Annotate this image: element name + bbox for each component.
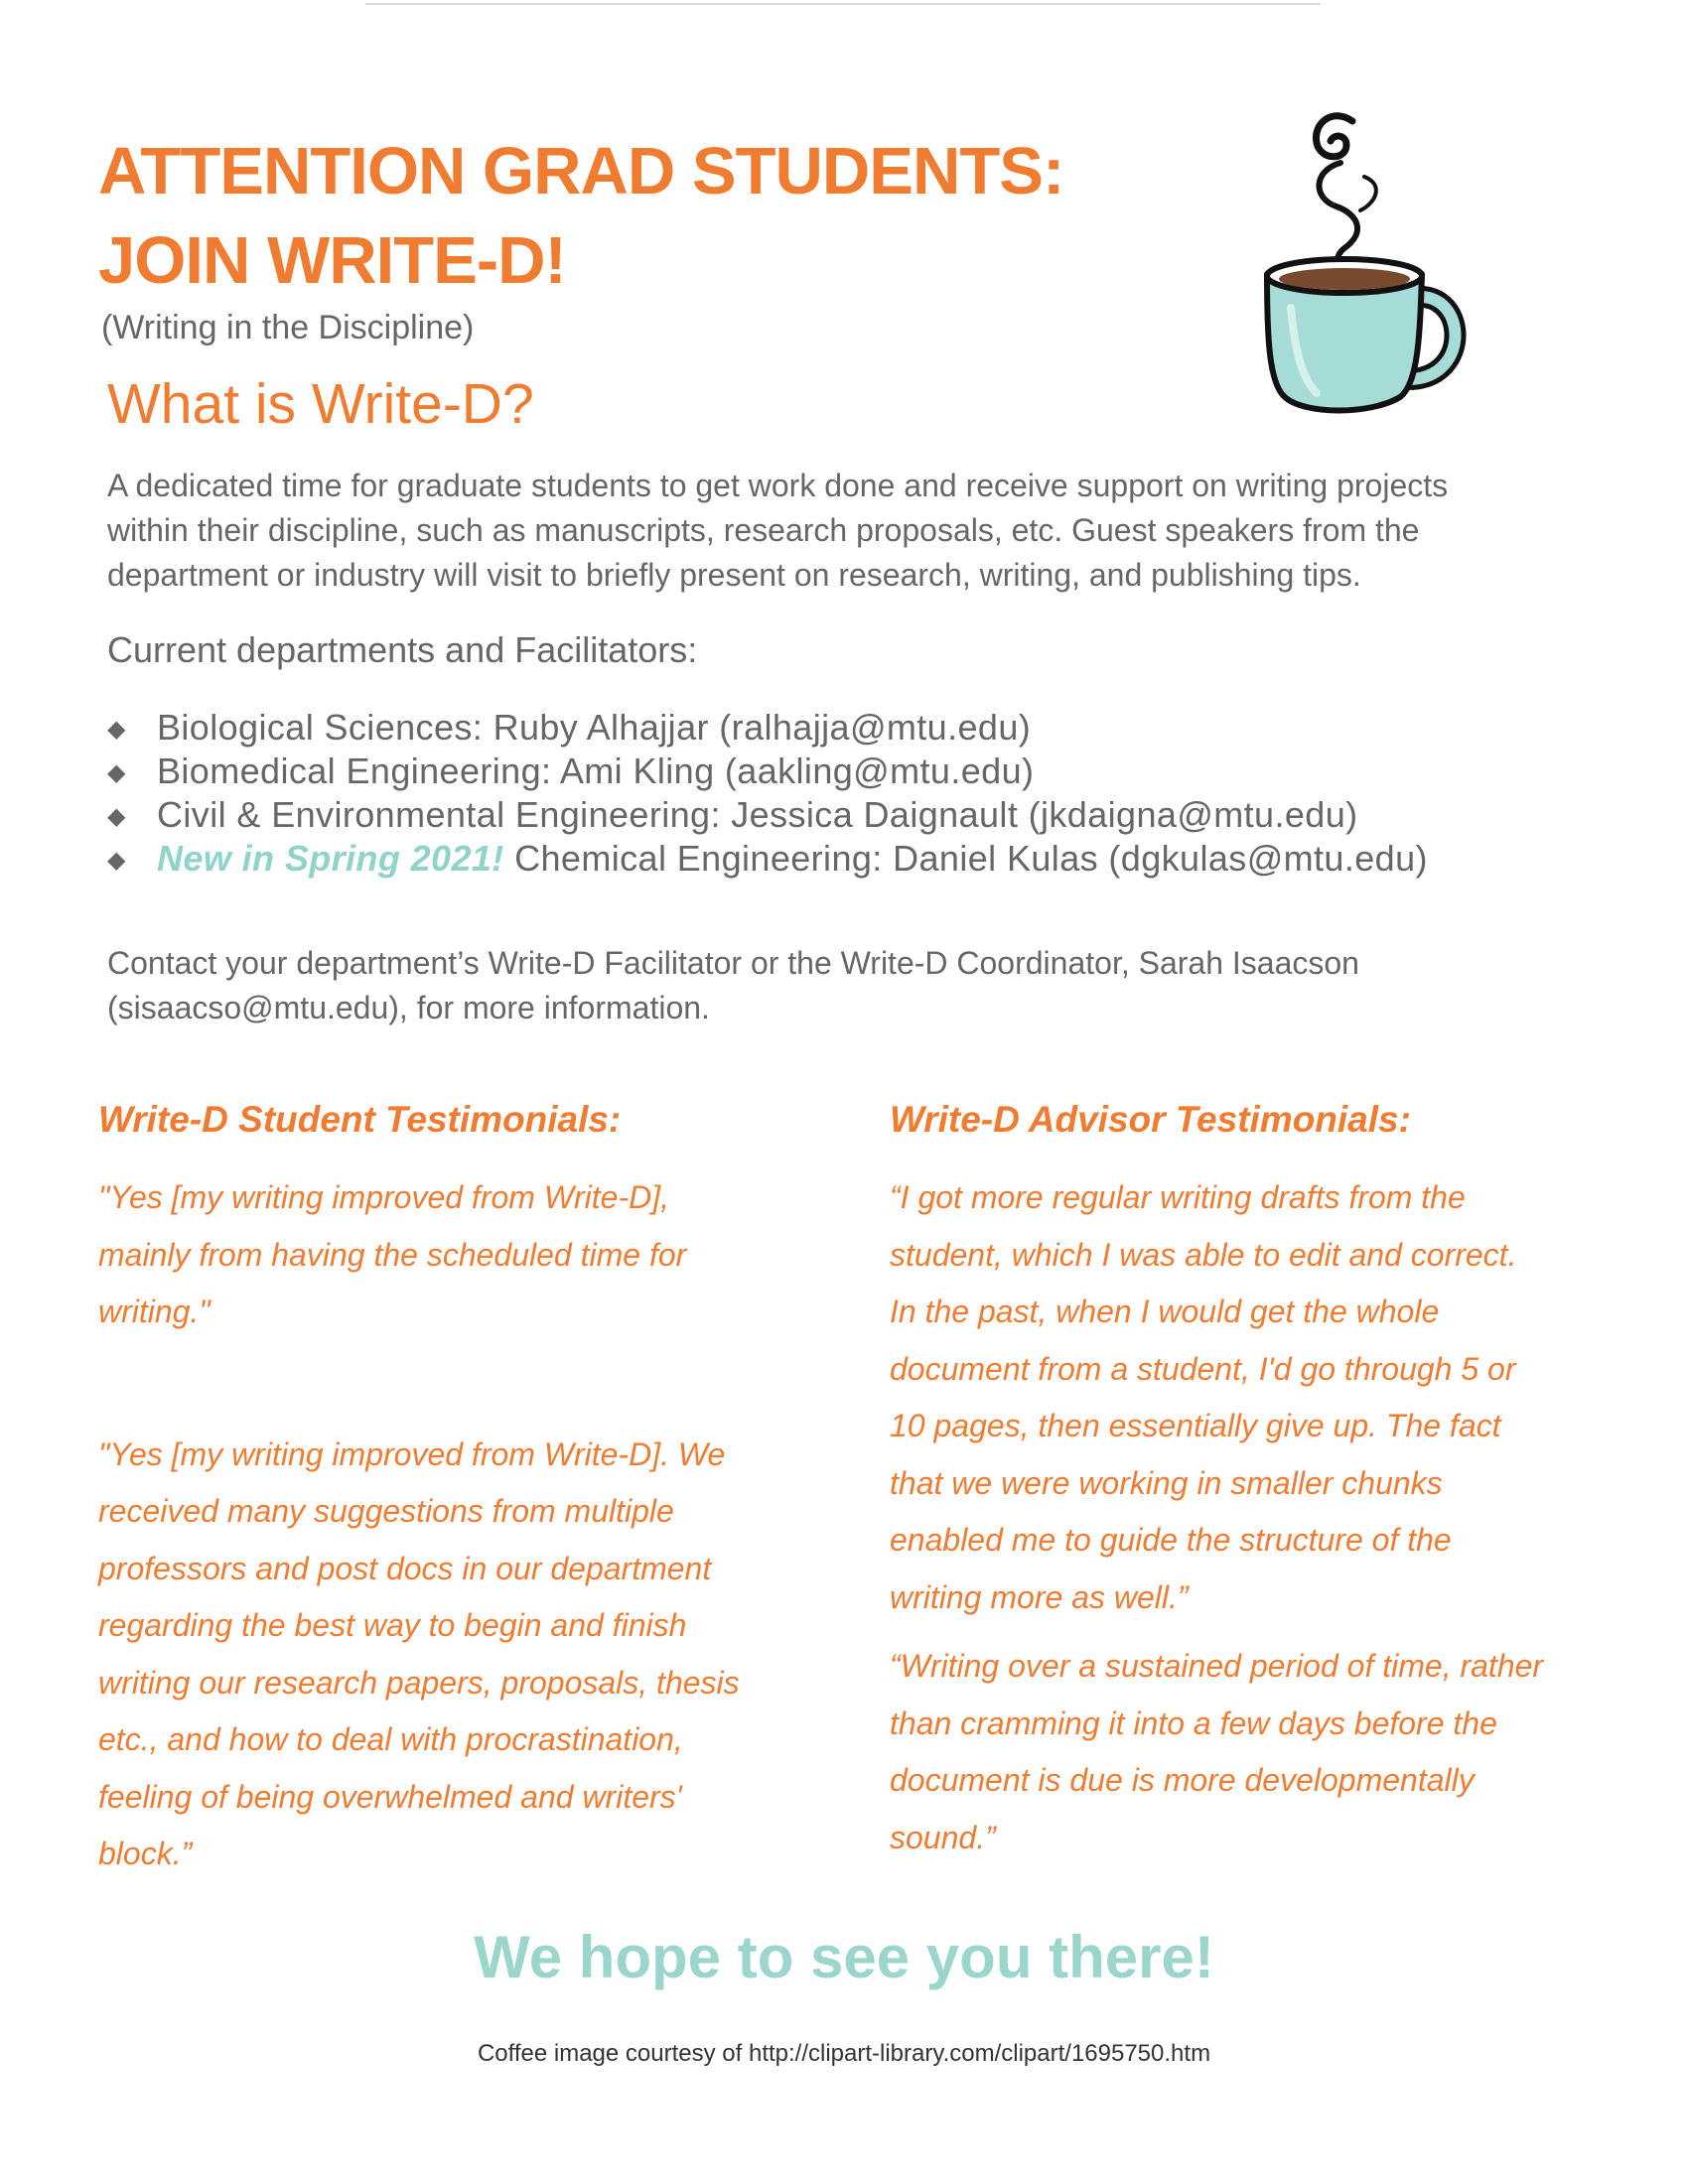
- title-line-1: ATTENTION GRAD STUDENTS:: [98, 134, 1064, 208]
- departments-list: [107, 707, 1428, 882]
- quote-line: enabled me to guide the structure of the: [890, 1522, 1452, 1558]
- diamond-bullet-icon: ◆: [107, 716, 126, 743]
- advisor-testimonials: [890, 1094, 1605, 1866]
- quote-line: sound.”: [890, 1819, 996, 1855]
- quote-line: feeling of being overwhelmed and writers': [98, 1778, 682, 1815]
- student-quote-1: [98, 1169, 793, 1341]
- quote-line: "Yes [my writing improved from Write-D]. We: [98, 1435, 726, 1472]
- subtitle: (Writing in the Discipline): [101, 309, 475, 346]
- diamond-bullet-icon: ◆: [107, 847, 126, 874]
- contact-info: [107, 941, 1577, 1030]
- quote-line: professors and post docs in our department: [98, 1550, 712, 1586]
- student-quote-2: [98, 1427, 793, 1883]
- diamond-bullet-icon: ◆: [107, 759, 126, 786]
- quote-line: In the past, when I would get the whole: [890, 1294, 1440, 1329]
- contact-line: (sisaacso@mtu.edu), for more information.: [107, 990, 710, 1025]
- quote-line: writing our research papers, proposals, thesis: [98, 1664, 740, 1701]
- quote-line: “I got more regular writing drafts from the: [890, 1179, 1466, 1215]
- quote-line: document is due is more developmentally: [890, 1762, 1475, 1798]
- quote-line: document from a student, I'd go through 5 or: [890, 1350, 1516, 1387]
- quote-line: than cramming it into a few days before the: [890, 1705, 1497, 1741]
- quote-line: etc., and how to deal with procrastination,: [98, 1721, 683, 1757]
- quote-line: 10 pages, then essentially give up. The fact: [890, 1408, 1501, 1443]
- quote-line: writing more as well.”: [890, 1578, 1189, 1615]
- page-title: [98, 127, 1063, 306]
- departments-heading: Current departments and Facilitators:: [107, 629, 698, 670]
- department-item: [107, 794, 1428, 838]
- intro-line: department or industry will visit to briefly present on research, writing, and publishing tips.: [107, 557, 1361, 593]
- quote-line: block.”: [98, 1836, 193, 1871]
- intro-line: A dedicated time for graduate students to get work done and receive support on writing projects: [107, 468, 1449, 503]
- title-line-2: JOIN WRITE-D!: [98, 223, 566, 298]
- what-is-heading: What is Write-D?: [107, 372, 534, 436]
- department-item: [107, 751, 1428, 794]
- department-text: Civil & Environmental Engineering: Jessica Daignault (jkdaigna@mtu.edu): [157, 794, 1358, 835]
- quote-line: student, which I was able to edit and correct.: [890, 1236, 1517, 1273]
- quote-line: regarding the best way to begin and finish: [98, 1607, 687, 1643]
- student-testimonials-heading: Write-D Student Testimonials:: [98, 1099, 622, 1140]
- quote-line: “Writing over a sustained period of time, rather: [890, 1648, 1544, 1684]
- department-text: Chemical Engineering: Daniel Kulas (dgkulas@mtu.edu): [503, 838, 1428, 879]
- department-text: Biological Sciences: Ruby Alhajjar (ralhajja@mtu.edu): [157, 707, 1032, 748]
- department-item: [107, 838, 1428, 882]
- quote-line: that we were working in smaller chunks: [890, 1464, 1443, 1501]
- student-testimonials: [98, 1094, 793, 1883]
- advisor-quote-2: [890, 1638, 1605, 1866]
- intro-paragraph: [107, 464, 1577, 598]
- closing-message: We hope to see you there!: [474, 1924, 1214, 1990]
- diamond-bullet-icon: ◆: [107, 803, 126, 830]
- department-item: [107, 707, 1428, 751]
- new-badge: New in Spring 2021!: [157, 838, 504, 879]
- department-text: Biomedical Engineering: Ami Kling (aakling@mtu.edu): [157, 751, 1035, 791]
- quote-line: received many suggestions from multiple: [98, 1493, 674, 1529]
- quote-line: mainly from having the scheduled time for: [98, 1236, 687, 1273]
- coffee-mug-icon: [1261, 99, 1479, 417]
- intro-line: within their discipline, such as manuscripts, research proposals, etc. Guest speakers from the: [107, 512, 1420, 548]
- top-divider: [365, 3, 1321, 5]
- contact-line: Contact your department’s Write-D Facilitator or the Write-D Coordinator, Sarah Isaacson: [107, 945, 1359, 981]
- quote-line: writing.": [98, 1294, 211, 1329]
- quote-line: "Yes [my writing improved from Write-D],: [98, 1179, 670, 1215]
- image-credit: Coffee image courtesy of http://clipart-library.com/clipart/1695750.htm: [477, 2040, 1211, 2067]
- advisor-testimonials-heading: Write-D Advisor Testimonials:: [890, 1099, 1411, 1140]
- advisor-quote-1: [890, 1169, 1605, 1626]
